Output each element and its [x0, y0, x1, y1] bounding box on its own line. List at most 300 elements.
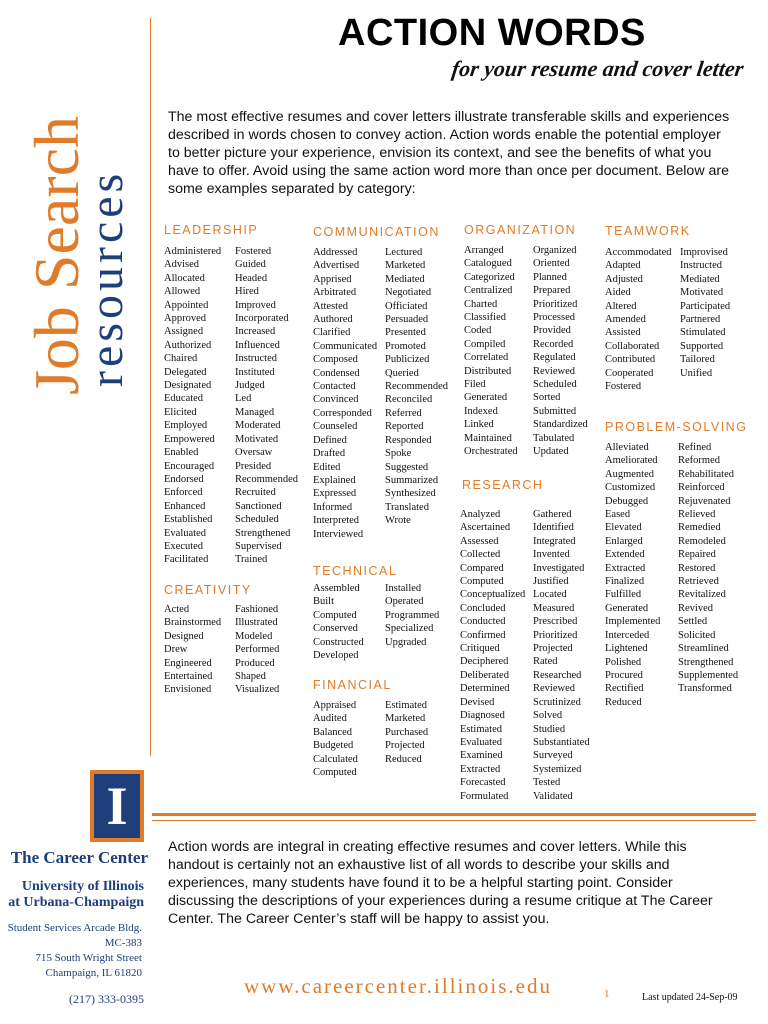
action-word: Fostered	[235, 246, 272, 257]
action-word: Marketed	[385, 260, 426, 272]
action-word: Incorporated	[235, 313, 289, 325]
word-list-research-col1	[460, 508, 525, 803]
action-word: Synthesized	[385, 488, 436, 500]
action-word: Polished	[605, 656, 642, 668]
closing-paragraph: Action words are integral in creating effective resumes and cover letters. While this handout is certainly not an exhaustive list of all words to describe your skills and experiences, many students have found it to be a helpful starting point. Consider discussing the descriptions of your experiences during a resume critique at The Career Center. The Career Center’s staff will be happy to assist you.	[168, 839, 713, 927]
action-word: Referred	[385, 407, 422, 419]
action-word: Regulated	[533, 352, 576, 364]
action-word: Clarified	[313, 327, 351, 339]
action-word: Defined	[313, 434, 347, 446]
action-word: Elevated	[605, 522, 642, 534]
brand-resources: resources	[80, 169, 133, 387]
action-word: Envisioned	[164, 684, 212, 696]
action-word: Fulfilled	[605, 589, 642, 601]
word-list-teamwork-col2	[680, 246, 730, 380]
word-list-research-col2	[533, 508, 590, 803]
action-word: Reviewed	[533, 365, 575, 377]
action-word: Sanctioned	[235, 500, 282, 512]
university-name-line2: at Urbana-Champaign	[8, 895, 144, 910]
action-word: Instituted	[235, 366, 275, 378]
action-word: Executed	[164, 540, 204, 552]
action-word: Alleviated	[605, 442, 649, 453]
action-word: Participated	[680, 300, 731, 312]
action-word: Persuaded	[385, 314, 429, 326]
action-word: Deliberated	[460, 669, 509, 681]
action-word: Operated	[385, 596, 424, 608]
action-word: Maintained	[464, 432, 512, 444]
action-word: Explained	[313, 474, 356, 486]
action-word: Oversaw	[235, 447, 273, 459]
action-word: Empowered	[164, 433, 215, 445]
action-word: Collected	[460, 549, 501, 561]
action-word: Examined	[460, 750, 503, 762]
word-list-technical-col1	[313, 582, 364, 662]
address-line4: Champaign, IL 61820	[45, 967, 142, 979]
action-word: Streamlined	[678, 643, 729, 655]
action-word: Ameliorated	[605, 455, 658, 467]
action-word: Solved	[533, 710, 563, 722]
action-word: Enlarged	[605, 535, 643, 547]
action-word: Hired	[235, 286, 259, 298]
action-word: Scrutinized	[533, 696, 581, 708]
action-word: Arranged	[464, 245, 504, 256]
word-list-leadership-col2	[235, 245, 298, 567]
brand-job-search: Job Search	[21, 115, 92, 395]
action-word: Supported	[680, 340, 724, 352]
action-word: Formulated	[460, 790, 509, 802]
action-word: Edited	[313, 461, 341, 473]
action-word: Lightened	[605, 643, 648, 655]
action-word: Brainstormed	[164, 617, 222, 629]
action-word: Orchestrated	[464, 446, 518, 458]
action-word: Compiled	[464, 338, 506, 350]
action-word: Recorded	[533, 338, 574, 350]
action-word: Reformed	[678, 455, 720, 467]
action-word: Catalogued	[464, 258, 512, 270]
action-word: Centralized	[464, 285, 513, 297]
action-word: Authorized	[164, 339, 212, 351]
action-word: Summarized	[385, 474, 439, 486]
action-word: Compared	[460, 562, 504, 574]
action-word: Guided	[235, 259, 266, 271]
category-heading-research: RESEARCH	[462, 478, 544, 492]
action-word: Transformed	[678, 683, 732, 695]
action-word: Retrieved	[678, 576, 719, 588]
action-word: Installed	[385, 583, 422, 594]
action-word: Evaluated	[164, 527, 206, 539]
action-word: Responded	[385, 434, 432, 446]
word-list-communication-col2	[385, 246, 448, 528]
action-word: Diagnosed	[460, 710, 505, 722]
category-heading-communication: COMMUNICATION	[313, 225, 440, 239]
action-word: Acted	[164, 604, 190, 615]
brand-wordmark	[0, 0, 150, 395]
word-list-communication-col1	[313, 246, 377, 541]
intro-paragraph: The most effective resumes and cover letters illustrate transferable skills and experiences described in words chosen to convey action. Action words enable the potential employer to better picture your experience, envision its context, and see the benefits of what you have to offer. Avoid using the same action word more than once per document. Below are some examples separated by category:	[168, 109, 730, 197]
action-word: Balanced	[313, 726, 353, 738]
category-heading-organization: ORGANIZATION	[464, 223, 577, 237]
action-word: Implemented	[605, 616, 661, 628]
action-word: Interviewed	[313, 528, 364, 540]
action-word: Extracted	[605, 562, 646, 574]
action-word: Upgraded	[385, 636, 427, 648]
action-word: Altered	[605, 300, 637, 312]
action-word: Negotiated	[385, 287, 432, 299]
action-word: Conserved	[313, 623, 358, 635]
action-word: Determined	[460, 683, 510, 695]
sidebar-divider	[150, 18, 151, 756]
action-word: Built	[313, 596, 335, 608]
action-word: Enabled	[164, 447, 199, 459]
action-word: Illustrated	[235, 617, 278, 629]
action-word: Instructed	[680, 260, 722, 272]
action-word: Marketed	[385, 713, 426, 725]
action-word: Interceded	[605, 629, 650, 641]
action-word: Budgeted	[313, 740, 354, 752]
action-word: Motivated	[680, 287, 724, 299]
action-word: Spoke	[385, 448, 412, 460]
action-word: Generated	[464, 392, 508, 404]
action-word: Tabulated	[533, 432, 575, 444]
action-word: Queried	[385, 367, 419, 379]
action-word: Constructed	[313, 636, 364, 648]
action-word: Convinced	[313, 394, 359, 406]
action-word: Recommended	[235, 473, 298, 485]
action-word: Amended	[605, 314, 646, 326]
action-word: Motivated	[235, 433, 279, 445]
word-list-leadership-col1	[164, 245, 221, 567]
action-word: Calculated	[313, 753, 358, 765]
action-word: Contributed	[605, 354, 656, 366]
action-word: Appointed	[164, 299, 209, 311]
action-word: Settled	[678, 616, 708, 628]
action-word: Adapted	[605, 260, 641, 272]
action-word: Promoted	[385, 340, 426, 352]
action-word: Substantiated	[533, 736, 590, 748]
action-word: Prescribed	[533, 616, 578, 628]
action-word: Eased	[605, 509, 631, 521]
action-word: Enhanced	[164, 500, 206, 512]
action-word: Gathered	[533, 509, 572, 520]
action-word: Improved	[235, 299, 276, 311]
action-word: Analyzed	[460, 509, 501, 520]
action-word: Interpreted	[313, 515, 360, 527]
action-word: Addressed	[313, 247, 358, 258]
action-word: Remedied	[678, 522, 721, 534]
word-list-technical-col2	[385, 582, 439, 649]
action-word: Restored	[678, 562, 716, 574]
action-word: Allocated	[164, 272, 205, 284]
action-word: Drafted	[313, 448, 346, 460]
action-word: Computed	[313, 609, 357, 621]
word-list-problem-solving-col2	[678, 441, 738, 696]
action-word: Prioritized	[533, 629, 578, 641]
action-word: Mediated	[680, 273, 720, 285]
action-word: Fashioned	[235, 604, 279, 615]
action-word: Tailored	[680, 354, 715, 366]
action-word: Prepared	[533, 285, 571, 297]
action-word: Reduced	[605, 696, 642, 708]
action-word: Strengthened	[678, 656, 734, 668]
action-word: Headed	[235, 272, 268, 284]
action-word: Wrote	[385, 515, 411, 527]
action-word: Mediated	[385, 273, 425, 285]
action-word: Visualized	[235, 684, 280, 696]
action-word: Suggested	[385, 461, 429, 473]
action-word: Relieved	[678, 509, 716, 521]
action-word: Strengthened	[235, 527, 291, 539]
action-word: Justified	[533, 576, 569, 588]
action-word: Enforced	[164, 487, 203, 499]
action-word: Officiated	[385, 300, 428, 312]
word-list-organization-col1	[464, 244, 518, 459]
action-word: Assigned	[164, 326, 204, 338]
action-word: Filed	[464, 379, 486, 391]
action-word: Advertised	[313, 260, 360, 272]
phone-number: (217) 333-0395	[69, 992, 144, 1006]
action-word: Debugged	[605, 495, 649, 507]
action-word: Identified	[533, 522, 574, 534]
action-word: Assembled	[313, 583, 360, 594]
action-word: Recommended	[385, 381, 448, 393]
action-word: Arbitrated	[313, 287, 357, 299]
action-word: Computed	[460, 576, 504, 588]
action-word: Led	[235, 393, 252, 405]
action-word: Developed	[313, 650, 359, 662]
action-word: Designed	[164, 630, 204, 642]
action-word: Computed	[313, 767, 357, 779]
action-word: Studied	[533, 723, 566, 735]
action-word: Updated	[533, 446, 569, 458]
action-word: Reviewed	[533, 683, 575, 695]
action-word: Critiqued	[460, 643, 500, 655]
action-word: Rejuvenated	[678, 495, 731, 507]
action-word: Purchased	[385, 726, 429, 738]
word-list-financial-col1	[313, 699, 358, 779]
action-word: Informed	[313, 501, 353, 513]
category-heading-financial: FINANCIAL	[313, 678, 392, 692]
action-word: Composed	[313, 354, 358, 366]
action-word: Forecasted	[460, 777, 506, 789]
action-word: Unified	[680, 367, 713, 379]
category-heading-problem-solving: PROBLEM-SOLVING	[605, 420, 748, 434]
action-word: Managed	[235, 406, 275, 418]
action-word: Counseled	[313, 421, 358, 433]
action-word: Apprised	[313, 273, 352, 285]
action-word: Adjusted	[605, 273, 643, 285]
action-word: Reduced	[385, 753, 422, 765]
action-word: Moderated	[235, 420, 281, 432]
action-word: Measured	[533, 602, 575, 614]
action-word: Oriented	[533, 258, 570, 270]
career-center-name: The Career Center	[10, 848, 148, 867]
action-word: Revived	[678, 602, 713, 614]
action-word: Conceptualized	[460, 589, 526, 601]
category-heading-teamwork: TEAMWORK	[605, 224, 691, 238]
action-word: Solicited	[678, 629, 716, 641]
action-word: Reported	[385, 421, 424, 433]
action-word: Aided	[605, 287, 631, 299]
action-word: Stimulated	[680, 327, 726, 339]
category-heading-leadership: LEADERSHIP	[164, 223, 259, 237]
action-word: Reinforced	[678, 482, 725, 494]
category-heading-creativity: CREATIVITY	[164, 583, 252, 597]
action-word: Correlated	[464, 352, 509, 364]
action-word: Processed	[533, 312, 575, 324]
action-word: Organized	[533, 245, 577, 256]
action-word: Designated	[164, 380, 212, 392]
action-word: Customized	[605, 482, 656, 494]
website-link[interactable]: www.careercenter.illinois.edu	[244, 974, 552, 998]
action-word: Condensed	[313, 367, 360, 379]
address-line3: 715 South Wright Street	[35, 952, 142, 964]
action-word: Elicited	[164, 406, 197, 418]
action-word: Procured	[605, 669, 643, 681]
page-number: 1	[604, 988, 610, 1000]
action-word: Presided	[235, 460, 272, 472]
word-list-teamwork-col1	[605, 246, 671, 393]
action-word: Rated	[533, 656, 558, 668]
section-divider	[152, 813, 756, 816]
action-word: Fostered	[605, 381, 642, 393]
action-word: Classified	[464, 312, 506, 324]
action-word: Approved	[164, 313, 206, 325]
action-word: Advised	[164, 259, 199, 271]
action-word: Invented	[533, 549, 570, 561]
action-word: Drew	[164, 644, 188, 656]
action-word: Reconciled	[385, 394, 433, 406]
action-word: Estimated	[460, 723, 502, 735]
action-word: Engineered	[164, 657, 212, 669]
action-word: Scheduled	[533, 379, 577, 391]
action-word: Entertained	[164, 671, 213, 683]
university-name-line1: University of Illinois	[21, 879, 144, 894]
action-word: Increased	[235, 326, 276, 338]
address-line2: MC-383	[104, 937, 142, 949]
action-word: Remodeled	[678, 535, 726, 547]
action-word: Extended	[605, 549, 645, 561]
action-word: Coded	[464, 325, 492, 337]
action-word: Standardized	[533, 419, 588, 431]
section-divider-thin	[152, 820, 756, 821]
action-word: Devised	[460, 696, 495, 708]
word-list-creativity-col1	[164, 603, 221, 697]
action-word: Researched	[533, 669, 582, 681]
action-word: Delegated	[164, 366, 207, 378]
action-word: Presented	[385, 327, 426, 339]
action-word: Translated	[385, 501, 429, 513]
action-word: Concluded	[460, 602, 506, 614]
action-word: Integrated	[533, 535, 576, 547]
action-word: Linked	[464, 419, 494, 431]
action-word: Influenced	[235, 339, 280, 351]
action-word: Conducted	[460, 616, 506, 628]
action-word: Instructed	[235, 353, 277, 365]
action-word: Endorsed	[164, 473, 204, 485]
action-word: Charted	[464, 298, 498, 310]
action-word: Lectured	[385, 247, 423, 258]
action-word: Supervised	[235, 540, 282, 552]
action-word: Administered	[164, 246, 222, 257]
logo-letter: I	[106, 776, 128, 836]
action-word: Supplemented	[678, 669, 739, 681]
action-word: Chaired	[164, 353, 198, 365]
action-word: Located	[533, 589, 567, 601]
action-word: Revitalized	[678, 589, 726, 601]
action-word: Audited	[313, 713, 347, 725]
word-list-financial-col2	[385, 699, 428, 766]
action-word: Encouraged	[164, 460, 215, 472]
action-word: Assisted	[605, 327, 641, 339]
action-word: Sorted	[533, 392, 561, 404]
action-word: Confirmed	[460, 629, 506, 641]
action-word: Trained	[235, 554, 268, 566]
action-word: Shaped	[235, 671, 266, 683]
word-list-problem-solving-col1	[605, 441, 660, 709]
action-word: Appraised	[313, 700, 357, 711]
action-word: Facilitated	[164, 554, 209, 566]
page-title: ACTION WORDS	[338, 12, 646, 54]
action-word: Improvised	[680, 247, 728, 258]
action-word: Scheduled	[235, 514, 279, 526]
action-word: Attested	[313, 300, 348, 312]
action-word: Tested	[533, 777, 561, 789]
action-word: Ascertained	[460, 522, 511, 534]
action-word: Rectified	[605, 683, 644, 695]
action-word: Cooperated	[605, 367, 654, 379]
action-word: Provided	[533, 325, 571, 337]
action-word: Finalized	[605, 576, 645, 588]
action-word: Modeled	[235, 630, 273, 642]
word-list-organization-col2	[533, 244, 588, 459]
action-word: Produced	[235, 657, 275, 669]
category-heading-technical: TECHNICAL	[313, 564, 398, 578]
last-updated: Last updated 24-Sep-09	[642, 992, 738, 1003]
action-word: Partnered	[680, 314, 721, 326]
action-word: Refined	[678, 442, 712, 453]
action-word: Submitted	[533, 405, 577, 417]
action-word: Repaired	[678, 549, 716, 561]
action-word: Established	[164, 514, 213, 526]
address-line1: Student Services Arcade Bldg.	[7, 922, 142, 934]
action-word: Publicized	[385, 354, 430, 366]
action-word: Evaluated	[460, 736, 502, 748]
action-word: Employed	[164, 420, 208, 432]
action-word: Estimated	[385, 700, 427, 711]
action-word: Deciphered	[460, 656, 509, 668]
action-word: Systemized	[533, 763, 582, 775]
action-word: Projected	[533, 643, 573, 655]
page-subtitle: for your resume and cover letter	[450, 56, 746, 81]
action-word: Programmed	[385, 609, 440, 621]
action-word: Investigated	[533, 562, 585, 574]
action-word: Specialized	[385, 623, 434, 635]
university-logo	[90, 770, 144, 842]
action-word: Surveyed	[533, 750, 573, 762]
action-word: Allowed	[164, 286, 201, 298]
action-word: Recruited	[235, 487, 276, 499]
action-word: Collaborated	[605, 340, 660, 352]
action-word: Prioritized	[533, 298, 578, 310]
action-word: Categorized	[464, 271, 515, 283]
action-word: Extracted	[460, 763, 501, 775]
action-word: Rehabilitated	[678, 468, 734, 480]
action-word: Contacted	[313, 381, 356, 393]
action-word: Educated	[164, 393, 204, 405]
action-word: Generated	[605, 602, 649, 614]
word-list-creativity-col2	[235, 603, 279, 697]
action-word: Augmented	[605, 468, 654, 480]
